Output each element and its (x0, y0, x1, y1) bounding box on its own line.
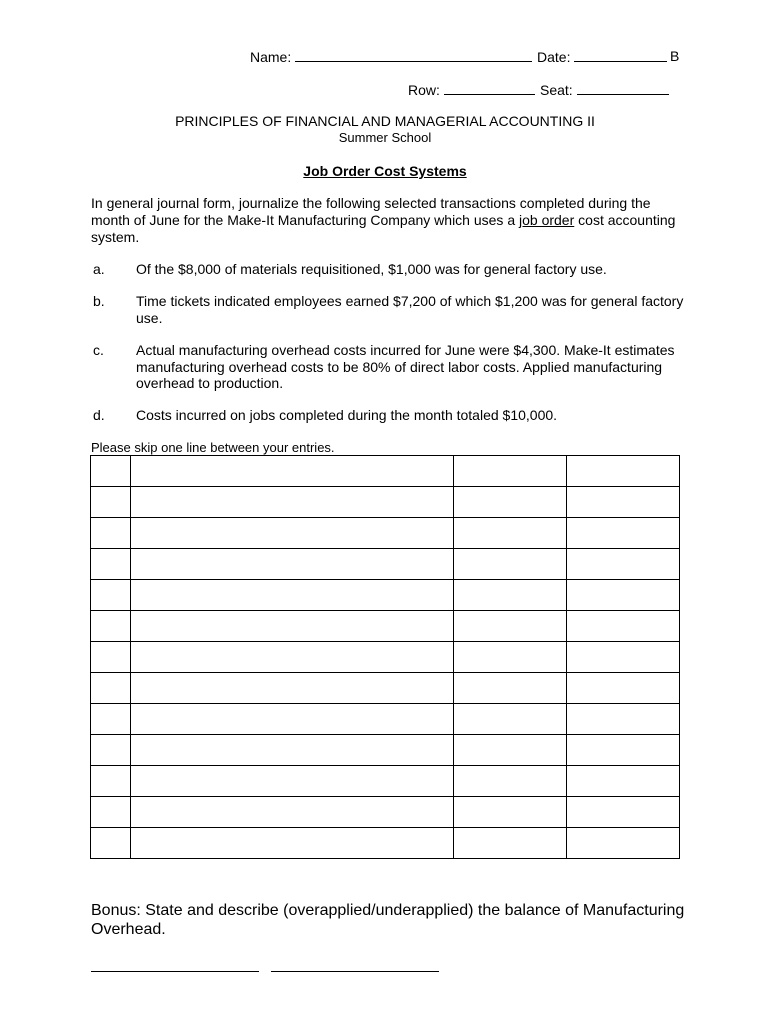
instructions: Please skip one line between your entries. (91, 440, 335, 455)
account-cell[interactable] (131, 828, 454, 859)
date-cell[interactable] (91, 518, 131, 549)
answer-line[interactable] (271, 971, 439, 972)
transaction-letter: b. (93, 293, 105, 309)
date-blank[interactable] (574, 48, 667, 62)
transaction-letter: a. (93, 261, 105, 277)
journal-body (91, 456, 680, 859)
bonus-question: Bonus: State and describe (overapplied/underapplied) the balance of Manufacturing Overhead. (91, 902, 685, 938)
journal-row (91, 704, 680, 735)
debit-cell[interactable] (454, 518, 567, 549)
date-cell[interactable] (91, 580, 131, 611)
debit-cell[interactable] (454, 828, 567, 859)
intro-emphasis: job order (519, 212, 575, 228)
date-cell[interactable] (91, 797, 131, 828)
debit-cell[interactable] (454, 642, 567, 673)
name-label: Name: (250, 49, 292, 65)
date-label: Date: (537, 49, 571, 65)
debit-cell[interactable] (454, 580, 567, 611)
journal-table (90, 455, 680, 859)
journal-row (91, 642, 680, 673)
transaction-text: Time tickets indicated employees earned $7,200 of which $1,200 was for general factory use. (136, 293, 684, 326)
date-cell[interactable] (91, 673, 131, 704)
seat-label: Seat: (540, 82, 573, 98)
journal-row (91, 518, 680, 549)
intro-text: In general journal form, journalize the following selected transactions completed during the month of June for the Make-It Manufacturing Company which uses a (91, 195, 651, 228)
name-blank[interactable] (295, 48, 532, 62)
date-cell[interactable] (91, 549, 131, 580)
intro-paragraph (91, 195, 681, 246)
account-cell[interactable] (131, 735, 454, 766)
journal-row (91, 766, 680, 797)
course-session: Summer School (338, 130, 432, 145)
account-cell[interactable] (131, 580, 454, 611)
credit-cell[interactable] (567, 766, 680, 797)
name-field[interactable] (250, 48, 532, 65)
account-cell[interactable] (131, 611, 454, 642)
credit-cell[interactable] (567, 642, 680, 673)
debit-cell[interactable] (454, 735, 567, 766)
account-cell[interactable] (131, 642, 454, 673)
credit-cell[interactable] (567, 735, 680, 766)
journal-row (91, 580, 680, 611)
transaction-text: Costs incurred on jobs completed during the month totaled $10,000. (136, 407, 558, 423)
row-blank[interactable] (444, 81, 535, 95)
version-letter: B (670, 48, 680, 64)
credit-cell[interactable] (567, 704, 680, 735)
credit-cell[interactable] (567, 518, 680, 549)
debit-cell[interactable] (454, 487, 567, 518)
account-cell[interactable] (131, 673, 454, 704)
journal-row (91, 735, 680, 766)
credit-cell[interactable] (567, 797, 680, 828)
intro-text-end: cost accounting system. (91, 212, 676, 245)
account-cell[interactable] (131, 704, 454, 735)
date-cell[interactable] (91, 487, 131, 518)
assignment-title: Job Order Cost Systems (303, 163, 467, 179)
row-label: Row: (408, 82, 440, 98)
account-cell[interactable] (131, 766, 454, 797)
date-field[interactable] (537, 48, 667, 65)
debit-cell[interactable] (454, 549, 567, 580)
credit-cell[interactable] (567, 487, 680, 518)
transaction-text: Actual manufacturing overhead costs incurred for June were $4,300. Make-It estimates manufacturing overhead costs to be 80% of direct labor costs. Applied manufacturing overhead to production. (136, 342, 675, 391)
date-cell[interactable] (91, 704, 131, 735)
journal-row (91, 549, 680, 580)
account-cell[interactable] (131, 456, 454, 487)
date-cell[interactable] (91, 642, 131, 673)
journal-row (91, 828, 680, 859)
transaction-text: Of the $8,000 of materials requisitioned, $1,000 was for general factory use. (136, 261, 607, 277)
journal-row (91, 611, 680, 642)
answer-line[interactable] (91, 971, 259, 972)
debit-cell[interactable] (454, 797, 567, 828)
credit-cell[interactable] (567, 828, 680, 859)
debit-cell[interactable] (454, 673, 567, 704)
journal-row (91, 797, 680, 828)
journal-row (91, 456, 680, 487)
date-cell[interactable] (91, 766, 131, 797)
credit-cell[interactable] (567, 611, 680, 642)
journal-row (91, 673, 680, 704)
credit-cell[interactable] (567, 673, 680, 704)
transaction-letter: d. (93, 407, 105, 423)
credit-cell[interactable] (567, 549, 680, 580)
credit-cell[interactable] (567, 580, 680, 611)
debit-cell[interactable] (454, 704, 567, 735)
date-cell[interactable] (91, 611, 131, 642)
debit-cell[interactable] (454, 766, 567, 797)
debit-cell[interactable] (454, 456, 567, 487)
seat-blank[interactable] (577, 81, 669, 95)
account-cell[interactable] (131, 549, 454, 580)
account-cell[interactable] (131, 797, 454, 828)
account-cell[interactable] (131, 518, 454, 549)
account-cell[interactable] (131, 487, 454, 518)
row-field[interactable] (408, 81, 535, 98)
debit-cell[interactable] (454, 611, 567, 642)
date-cell[interactable] (91, 828, 131, 859)
seat-field[interactable] (540, 81, 669, 98)
date-cell[interactable] (91, 456, 131, 487)
course-title: PRINCIPLES OF FINANCIAL AND MANAGERIAL ACCOUNTING II (175, 113, 595, 129)
journal-row (91, 487, 680, 518)
credit-cell[interactable] (567, 456, 680, 487)
date-cell[interactable] (91, 735, 131, 766)
transaction-letter: c. (93, 342, 104, 358)
